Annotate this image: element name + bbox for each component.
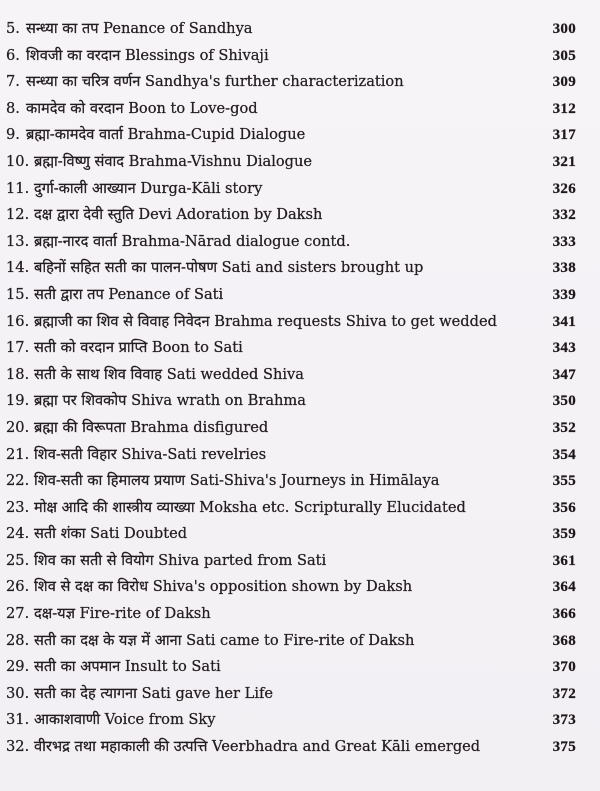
entry-number: 23.	[6, 498, 30, 516]
entry-number: 5.	[6, 20, 20, 37]
entry-number: 21.	[6, 445, 30, 463]
entry-number: 27.	[6, 605, 30, 623]
entry-title: आकाशवाणी Voice from Sky	[34, 711, 216, 729]
entry-page-number: 356	[552, 499, 576, 516]
table-of-contents	[0, 16, 600, 761]
entry-title: वीरभद्र तथा महाकाली की उत्पत्ति Veerbhadra and Great Kāli emerged	[34, 738, 481, 756]
entry-number: 25.	[6, 551, 30, 569]
entry-title: सन्ध्या का तप Penance of Sandhya	[26, 20, 253, 37]
entry-page-number: 368	[552, 632, 576, 649]
entry-number: 28.	[6, 631, 30, 649]
toc-entry	[0, 734, 600, 761]
entry-page-number: 355	[552, 473, 576, 490]
entry-title: सती को वरदान प्राप्ति Boon to Sati	[34, 339, 243, 357]
entry-title: सती शंका Sati Doubted	[34, 525, 188, 543]
entry-title: ब्रह्मा-विष्णु संवाद Brahma-Vishnu Dialogue	[34, 152, 313, 170]
entry-title: बहिनों सहित सती का पालन-पोषण Sati and sisters brought up	[34, 259, 424, 277]
entry-number: 8.	[6, 99, 20, 117]
entry-page-number: 326	[552, 180, 576, 197]
entry-page-number: 361	[552, 552, 576, 569]
entry-number: 16.	[6, 312, 30, 330]
entry-title: दक्ष-यज्ञ Fire-rite of Daksh	[34, 605, 211, 623]
toc-entry	[0, 69, 600, 96]
entry-page-number: 354	[552, 446, 576, 463]
toc-entry	[0, 601, 600, 628]
entry-number: 15.	[6, 285, 30, 303]
toc-entry	[0, 229, 600, 256]
entry-number: 29.	[6, 658, 30, 676]
entry-title: मोक्ष आदि की शास्त्रीय व्याख्या Moksha etc. Scripturally Elucidated	[34, 498, 466, 516]
entry-page-number: 364	[552, 579, 576, 596]
entry-title: सती के साथ शिव विवाह Sati wedded Shiva	[34, 365, 305, 383]
entry-title: शिव का सती से वियोग Shiva parted from Sati	[34, 551, 327, 569]
toc-entry	[0, 16, 600, 43]
toc-entry	[0, 362, 600, 389]
toc-entry	[0, 654, 600, 681]
entry-title: ब्रह्माजी का शिव से विवाह निवेदन Brahma requests Shiva to get wedded	[34, 312, 497, 330]
entry-page-number: 359	[552, 526, 576, 543]
toc-entry	[0, 548, 600, 575]
entry-title: दक्ष द्वारा देवी स्तुति Devi Adoration by Daksh	[34, 206, 323, 224]
entry-page-number: 370	[552, 659, 576, 676]
toc-entry	[0, 468, 600, 495]
entry-page-number: 341	[552, 313, 576, 330]
toc-entry	[0, 122, 600, 149]
entry-number: 20.	[6, 418, 30, 436]
entry-number: 22.	[6, 472, 30, 490]
entry-page-number: 332	[552, 207, 576, 224]
entry-title: सती का दक्ष के यज्ञ में आना Sati came to Fire-rite of Daksh	[34, 631, 415, 649]
entry-number: 24.	[6, 525, 30, 543]
entry-number: 9.	[6, 126, 20, 144]
entry-title: ब्रह्मा पर शिवकोप Shiva wrath on Brahma	[34, 392, 306, 410]
entry-number: 14.	[6, 259, 30, 277]
entry-page-number: 339	[552, 286, 576, 303]
entry-number: 13.	[6, 232, 30, 250]
entry-page-number: 309	[552, 74, 576, 91]
toc-entry	[0, 521, 600, 548]
entry-title: शिव-सती विहार Shiva-Sati revelries	[34, 445, 267, 463]
toc-entry	[0, 335, 600, 362]
entry-title: शिव से दक्ष का विरोध Shiva's opposition shown by Daksh	[34, 578, 413, 596]
entry-page-number: 338	[552, 260, 576, 277]
entry-number: 32.	[6, 738, 30, 756]
entry-title: सती का देह त्यागना Sati gave her Life	[34, 684, 274, 702]
entry-number: 11.	[6, 179, 30, 197]
entry-number: 26.	[6, 578, 30, 596]
toc-entry	[0, 149, 600, 176]
entry-page-number: 300	[552, 21, 576, 37]
entry-page-number: 366	[552, 606, 576, 623]
entry-title: सन्ध्या का चरित्र वर्णन Sandhya's further characterization	[26, 73, 404, 91]
entry-page-number: 372	[552, 685, 576, 702]
entry-number: 12.	[6, 206, 30, 224]
entry-number: 17.	[6, 339, 30, 357]
entry-page-number: 317	[552, 127, 576, 144]
toc-entry	[0, 202, 600, 229]
toc-entry	[0, 707, 600, 734]
entry-number: 19.	[6, 392, 30, 410]
toc-entry	[0, 574, 600, 601]
toc-entry	[0, 628, 600, 655]
toc-entry	[0, 415, 600, 442]
toc-entry	[0, 495, 600, 522]
toc-entry	[0, 388, 600, 415]
entry-page-number: 352	[552, 419, 576, 436]
entry-number: 31.	[6, 711, 30, 729]
entry-title: ब्रह्मा की विरूपता Brahma disfigured	[34, 418, 269, 436]
entry-page-number: 373	[552, 712, 576, 729]
entry-page-number: 305	[552, 47, 576, 64]
entry-page-number: 343	[552, 340, 576, 357]
entry-number: 10.	[6, 152, 30, 170]
entry-page-number: 321	[552, 153, 576, 170]
entry-number: 7.	[6, 73, 20, 91]
toc-entry	[0, 255, 600, 282]
entry-title: दुर्गा-काली आख्यान Durga-Kāli story	[34, 179, 263, 197]
entry-title: ब्रह्मा-कामदेव वार्ता Brahma-Cupid Dialogue	[26, 126, 306, 144]
entry-title: सती का अपमान Insult to Sati	[34, 658, 221, 676]
entry-title: शिवजी का वरदान Blessings of Shivaji	[26, 46, 269, 64]
entry-page-number: 347	[552, 366, 576, 383]
entry-title: शिव-सती का हिमालय प्रयाण Sati-Shiva's Journeys in Himālaya	[34, 472, 440, 490]
toc-entry	[0, 309, 600, 336]
entry-title: कामदेव को वरदान Boon to Love-god	[26, 99, 258, 117]
toc-entry	[0, 96, 600, 123]
toc-entry	[0, 442, 600, 469]
toc-entry	[0, 43, 600, 70]
entry-page-number: 312	[552, 100, 576, 117]
toc-entry	[0, 282, 600, 309]
toc-entry	[0, 681, 600, 708]
entry-page-number: 333	[552, 233, 576, 250]
toc-entry	[0, 176, 600, 203]
entry-title: ब्रह्मा-नारद वार्ता Brahma-Nārad dialogue contd.	[34, 232, 351, 250]
entry-number: 18.	[6, 365, 30, 383]
entry-page-number: 350	[552, 393, 576, 410]
entry-number: 30.	[6, 684, 30, 702]
entry-number: 6.	[6, 46, 20, 64]
entry-title: सती द्वारा तप Penance of Sati	[34, 285, 224, 303]
entry-page-number: 375	[552, 739, 576, 756]
